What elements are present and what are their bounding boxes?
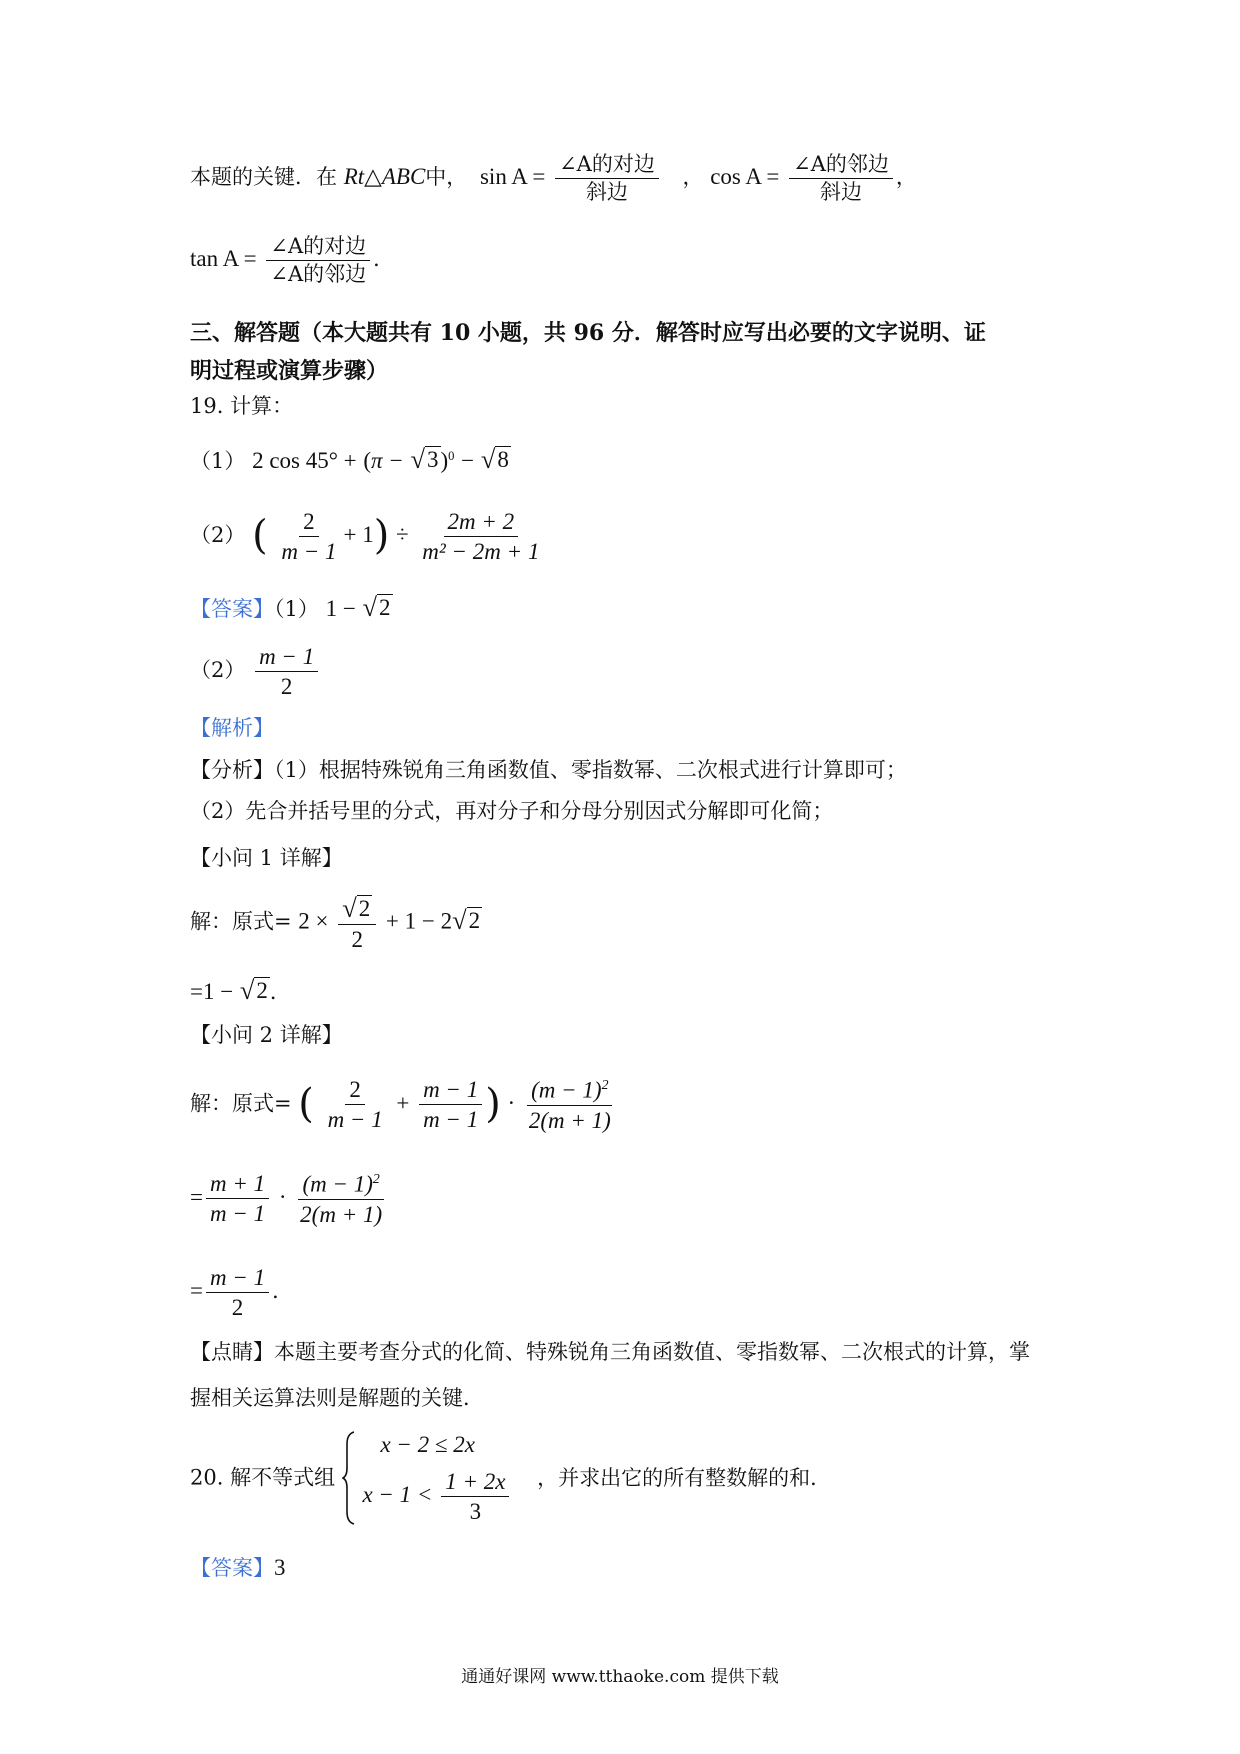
- s1-fraction: √ 2 2: [338, 895, 376, 951]
- sin-denominator: 斜边: [585, 180, 628, 204]
- cos-label: cos A =: [710, 164, 780, 189]
- triangle-symbol: △: [364, 164, 382, 189]
- q19-part1: （1） 2 cos 45° + (π − √ 3 )$^0$ − √ 8: [190, 444, 509, 474]
- s2-fraction-1: $\frac{2}{m - 1}$: [327, 1077, 383, 1133]
- answer1-value: 1 −: [325, 596, 356, 621]
- inequality-2: x − 1 < $\frac{1 + 2x}{3}$: [362, 1470, 512, 1523]
- q19-title: 19. 计算：: [190, 394, 294, 418]
- fenxi-line2: （2）先合并括号里的分式，再对分子和分母分别因式分解即可化简；: [190, 799, 834, 823]
- cos-fraction: [789, 154, 893, 203]
- q19-p1-label: （1）: [190, 449, 246, 473]
- answer-tag: 【答案】: [190, 597, 274, 621]
- inequality-system: [362, 1433, 512, 1523]
- answer20-line: [190, 1556, 286, 1579]
- s1-result-prefix: =1 −: [190, 979, 234, 1004]
- section-heading-line-1: 三、解答题（本大题共有 10 小题，共 96 分．解答时应写出必要的文字说明、证: [190, 320, 986, 346]
- q19-p1-exponent: 0: [448, 449, 455, 463]
- footer: 通通好课网 www.tthaoke.com 提供下载: [461, 1667, 779, 1687]
- dianjing-line1: [190, 1342, 1030, 1363]
- answer19-line2: [190, 645, 321, 698]
- q20-line: [190, 1430, 831, 1526]
- s2-line2-fraction: $\frac{m + 1}{m - 1}$: [206, 1172, 269, 1225]
- q19-part2: （2） ( $\frac{2}{m - 1}$ + 1) ÷ $\frac{2m + 2}{\text{m² − 2m + 1}}$: [190, 510, 546, 563]
- q19-p1-minus: −: [461, 448, 475, 473]
- s1-result-sqrt: √ 2: [239, 975, 268, 1005]
- fenxi-line1: [190, 760, 907, 781]
- sqrt-2: √ 2: [362, 592, 391, 622]
- fenxi-tag: 【分析】: [190, 758, 274, 782]
- q19-p2-plus: + 1: [343, 522, 374, 547]
- sin-numerator: ∠A的对边: [555, 154, 659, 179]
- rt-label: Rt: [343, 164, 365, 189]
- step1-line1: [190, 895, 482, 951]
- s2-final-fraction: $\frac{m - 1}{2}$: [206, 1266, 269, 1319]
- answer19-line1: [190, 594, 393, 620]
- s2-fraction-right-1: $\frac{(m - 1)^2}{2(m + 1)}$: [528, 1077, 611, 1133]
- inequality-2-fraction: $\frac{1 + 2x}{3}$: [441, 1470, 509, 1523]
- answer2-fraction: $\frac{m - 1}{2}$: [255, 645, 318, 698]
- cos-numerator: ∠A的邻边: [789, 154, 893, 179]
- answer20-tag: 【答案】: [190, 1556, 274, 1580]
- dianjing-line2: 握相关运算法则是解题的关键．: [190, 1386, 484, 1410]
- sqrt-3: √ 3: [410, 444, 439, 474]
- sol-prefix-1: 解：原式=: [190, 909, 292, 934]
- left-brace: [342, 1430, 356, 1526]
- answer2-label: （2）: [190, 658, 246, 682]
- q19-p2-div: ÷: [395, 522, 409, 547]
- s2-fraction-right-2: $\frac{(m - 1)^2}{2(m + 1)}$: [300, 1171, 383, 1227]
- analysis-tag: 【解析】: [190, 716, 274, 740]
- step1-result: =1 − √ 2 ．: [190, 975, 291, 1005]
- sin-label: sin A =: [479, 164, 546, 189]
- step2-result: = $\frac{m - 1}{2}$ ．: [190, 1265, 294, 1320]
- sub2-heading: 【小问 2 详解】: [190, 1023, 343, 1047]
- tan-numerator: ∠A的对边: [266, 236, 370, 261]
- sol-prefix-2: 解：原式=: [190, 1091, 292, 1116]
- zhong-text: 中，: [425, 165, 468, 189]
- sqrt-8: √ 8: [480, 444, 509, 474]
- intro-text: 本题的关键．在: [190, 165, 337, 189]
- cos-denominator: 斜边: [819, 180, 862, 204]
- answer20-value: 3: [274, 1555, 286, 1580]
- sin-fraction: [555, 154, 659, 203]
- step2-line2: = $\frac{m + 1}{m - 1}$ · $\frac{(m - 1)^2}{2(m + 1)}$: [190, 1172, 389, 1226]
- q19-p1-expr: 2 cos 45° +: [252, 448, 357, 473]
- dianjing-text1: 本题主要考查分式的化简、特殊锐角三角函数值、零指数幂、二次根式的计算，掌: [274, 1340, 1030, 1364]
- abc-label: ABC: [381, 164, 426, 189]
- intro-line-1: 本题的关键．在 Rt△ABC中， sin A = $\frac{\text{∠A的对边}}{\text{斜边}}$ ， cos A = $\frac{\text{∠A的邻边}}{\text{斜边}}$ ，: [190, 152, 917, 204]
- q19-p1-pi: π −: [371, 448, 404, 473]
- s1-two-times: 2 ×: [298, 908, 329, 934]
- tan-label: tan A =: [190, 246, 257, 271]
- q20-title: 20. 解不等式组: [190, 1465, 336, 1490]
- q19-p2-fraction-right: $\frac{2m + 2}{\text{m² − 2m + 1}}$: [422, 509, 540, 564]
- section-heading-line-2: 明过程或演算步骤）: [190, 358, 389, 384]
- s1-rest: + 1 − 2: [385, 908, 453, 934]
- dianjing-tag: 【点睛】: [190, 1340, 274, 1364]
- step2-line1: 解：原式= ( $\frac{2}{m - 1}$ + $\frac{m - 1}{m - 1}$ ) · $\frac{(m - 1)^2}{2(m + 1)}$: [190, 1078, 618, 1132]
- tan-period: ．: [373, 247, 395, 271]
- q19-p2-fraction-left: $\frac{2}{m - 1}$: [281, 509, 337, 564]
- answer1-label: （1）: [274, 597, 319, 621]
- tan-denominator: ∠A的邻边: [270, 262, 367, 286]
- inequality-1: x − 2 ≤ 2x: [380, 1432, 476, 1457]
- q19-p2-label: （2）: [190, 523, 246, 547]
- s2-fraction-2: $\frac{m - 1}{m - 1}$: [419, 1078, 482, 1131]
- fenxi-text1: （1）根据特殊锐角三角函数值、零指数幂、二次根式进行计算即可；: [274, 758, 907, 782]
- q20-tail: ，并求出它的所有整数解的和．: [537, 1465, 832, 1490]
- tan-fraction: [266, 236, 370, 285]
- sub1-heading: 【小问 1 详解】: [190, 846, 343, 870]
- intro-line-2: [190, 236, 394, 285]
- s1-sqrt2: √ 2: [452, 904, 481, 935]
